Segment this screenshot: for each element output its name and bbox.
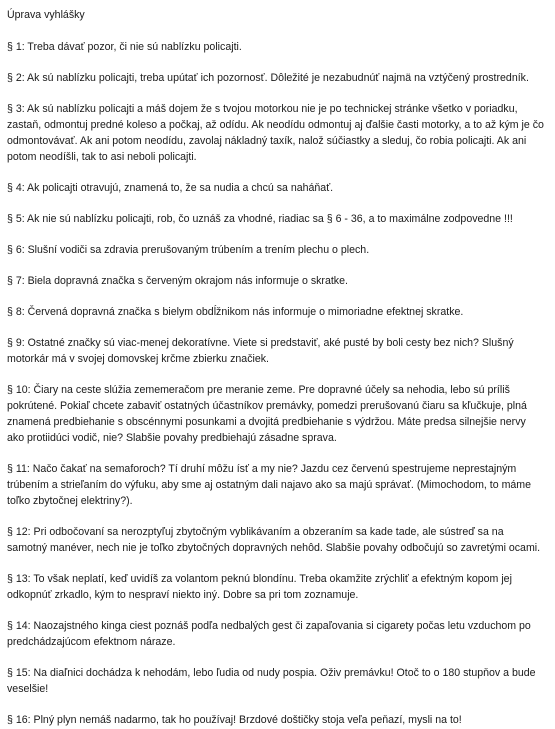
paragraph-14: § 14: Naozajstného kinga ciest poznáš podľa nedbalých gest či zapaľovania si cigarety počas letu vzduchom po predchádzajúcom efektnom náraze.	[7, 620, 531, 648]
paragraph-1: § 1: Treba dávať pozor, či nie sú nablízku policajti.	[7, 41, 242, 53]
paragraph-2: § 2: Ak sú nablízku policajti, treba upútať ich pozornosť. Dôležité je nezabudnúť najmä na vztýčený prostredník.	[7, 72, 529, 84]
paragraph-5: § 5: Ak nie sú nablízku policajti, rob, čo uznáš za vhodné, riadiac sa § 6 - 36, a to maximálne zodpovedne !!!	[7, 213, 513, 225]
paragraph-4: § 4: Ak policajti otravujú, znamená to, že sa nudia a chcú sa naháňať.	[7, 182, 334, 194]
paragraph-9: § 9: Ostatné značky sú viac-menej dekoratívne. Viete si predstaviť, aké pusté by boli cesty bez nich? Slušný motorkár má v svojej domovskej krčme zbierku značiek.	[7, 337, 514, 365]
paragraph-10: § 10: Čiary na ceste slúžia zememeračom pre meranie zeme. Pre dopravné účely sa nehodia, lebo sú príliš pokrútené. Pokiaľ chcete zabaviť ostatných účastníkov premávky, pomedzi prerušovanú čiaru sa kľučkuje, plná znamená predbiehanie s obscénnymi posunkami a dvojitá predbiehanie s výdržou. Máte predsa silnejšie nervy ako protiidúci vodič, nie? Slabšie povahy predbiehajú zásadne sprava.	[7, 384, 527, 444]
paragraph-11: § 11: Načo čakať na semaforoch? Tí druhí môžu ísť a my nie? Jazdu cez červenú spestrujeme neprestajným trúbením a strieľaním do výfuku, aby sme aj ostatným dali najavo ako sa majú správať. (Mimochodom, to máme toľko zbytočnej elektriny?).	[7, 463, 532, 507]
paragraph-12: § 12: Pri odbočovaní sa nerozptyľuj zbytočným vyblikávaním a obzeraním sa kade tade, ale sústreď sa na samotný manéver, nech nie je toľko zbytočných dopravných nehôd. Slabšie povahy odbočujú so zavretými ocami.	[7, 526, 541, 554]
paragraph-3: § 3: Ak sú nablízku policajti a máš dojem že s tvojou motorkou nie je po technickej stránke všetko v poriadku, zastaň, odmontuj predné koleso a počkaj, až odídu. Ak neodídu odmontuj aj ďalšie časti motorky, a to až kým je čo odmontovávať. Ak ani potom neodídu, zavolaj nákladný taxík, nalož súčiastky a sleduj, čo robia policajti. Ak ani potom neodíšli, tak to asi neboli policajti.	[7, 103, 544, 163]
paragraph-7: § 7: Biela dopravná značka s červeným okrajom nás informuje o skratke.	[7, 275, 348, 287]
paragraph-13: § 13: To však neplatí, keď uvidíš za volantom peknú blondínu. Treba okamžite zrýchliť a efektným kopom jej odkopnúť zrkadlo, kým to nespraví niekto iný. Dobre sa pri tom zoznamuje.	[7, 573, 512, 601]
paragraph-15: § 15: Na diaľnici dochádza k nehodám, lebo ľudia od nudy pospia. Oživ premávku! Otoč to o 180 stupňov a bude veselšie!	[7, 667, 536, 695]
paragraph-8: § 8: Červená dopravná značka s bielym obdĺžnikom nás informuje o mimoriadne efektnej skratke.	[7, 306, 464, 318]
paragraph-6: § 6: Slušní vodiči sa zdravia prerušovaným trúbením a trením plechu o plech.	[7, 244, 370, 256]
document-title: Úprava vyhlášky	[7, 9, 85, 21]
paragraph-16: § 16: Plný plyn nemáš nadarmo, tak ho používaj! Brzdové doštičky stoja veľa peňazí, mysli na to!	[7, 714, 462, 726]
